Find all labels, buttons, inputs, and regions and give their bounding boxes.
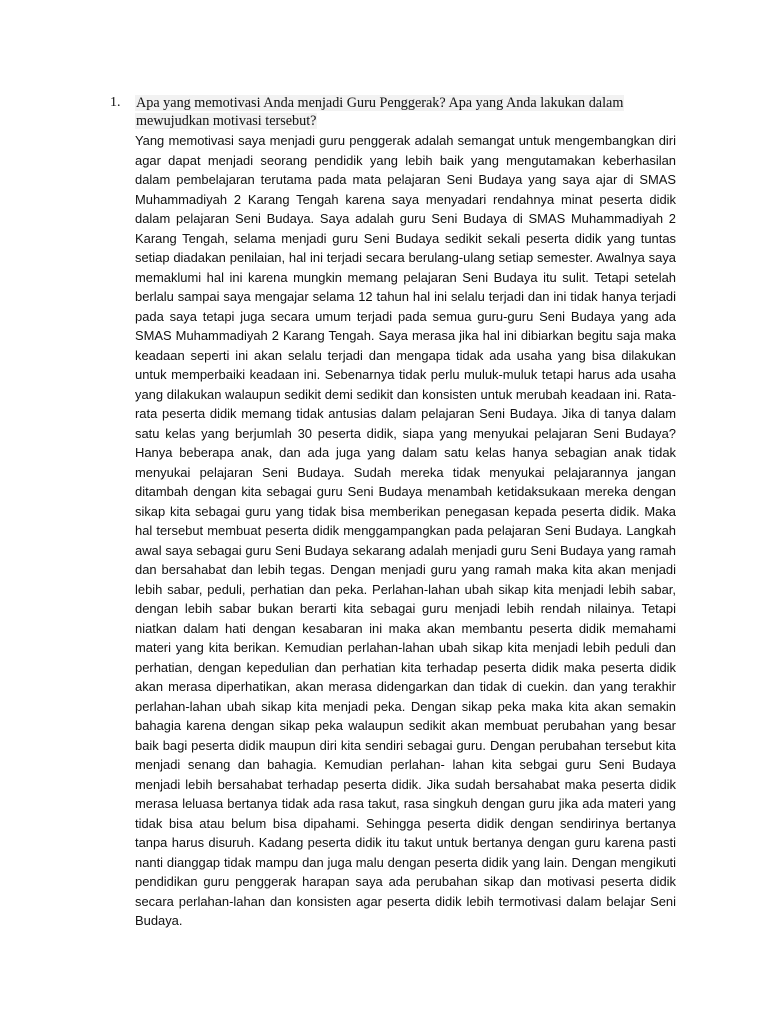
answer-paragraph: Yang memotivasi saya menjadi guru penggerak adalah semangat untuk mengembangkan diri agar dapat menjadi seorang pendidik yang lebih baik yang mengutamakan keberhasilan dalam pembelajaran terutama pada mata pelajaran Seni Budaya yang saya ajar di SMAS Muhammadiyah 2 Karang Tengah karena saya menyadari rendahnya minat peserta didik dalam pelajaran Seni Budaya. Saya adalah guru Seni Budaya di SMAS Muhammadiyah 2 Karang Tengah, selama menjadi guru Seni Budaya sedikit sekali peserta didik yang tuntas setiap diadakan penilaian, hal ini terjadi secara berulang-ulang setiap semester. Awalnya saya memaklumi hal ini karena mungkin memang pelajaran Seni Budaya itu sulit. Tetapi setelah berlalu sampai saya mengajar selama 12 tahun hal ini selalu terjadi dan ini tidak hanya terjadi pada saya tetapi juga secara umum terjadi pada semua guru-guru Seni Budaya yang ada SMAS Muhammadiyah 2 Karang Tengah. Saya merasa jika hal ini dibiarkan begitu saja maka keadaan seperti ini akan selalu terjadi dan mengapa tidak ada usaha yang bisa dilakukan untuk memperbaiki keadaan ini. Sebenarnya tidak perlu muluk-muluk tetapi harus ada usaha yang dilakukan walaupun sedikit demi sedikit dan konsisten untuk merubah keadaan ini. Rata-rata peserta didik memang tidak antusias dalam pelajaran Seni Budaya. Jika di tanya dalam satu kelas yang berjumlah 30 peserta didik, siapa yang menyukai pelajaran Seni Budaya? Hanya beberapa anak, dan ada juga yang dalam satu kelas hanya sebagian anak tidak menyukai pelajaran Seni Budaya. Sudah mereka tidak menyukai pelajarannya jangan ditambah dengan kita sebagai guru Seni Budaya menambah ketidaksukaan mereka dengan sikap kita sebagai guru yang tidak bisa memberikan penegasan kepada peserta didik. Maka hal tersebut membuat peserta didik menggampangkan pada pelajaran Seni Budaya. Langkah awal saya sebagai guru Seni Budaya sekarang adalah menjadi guru Seni Budaya yang ramah dan bersahabat dan lebih tegas. Dengan menjadi guru yang ramah maka kita akan menjadi lebih sabar, peduli, perhatian dan peka. Perlahan-lahan ubah sikap kita menjadi lebih sabar, dengan lebih sabar bukan berarti kita sebagai guru menjadi lebih rendah nilainya. Tetapi niatkan dalam hati dengan kesabaran ini maka akan membantu peserta didik memahami materi yang kita berikan. Kemudian perlahan-lahan ubah sikap kita menjadi lebih peduli dan perhatian, dengan kepedulian dan perhatian kita terhadap peserta didik maka peserta didik akan merasa diperhatikan, akan merasa didengarkan dan tidak di cuekin. dan yang terakhir perlahan-lahan ubah sikap kita menjadi peka. Dengan sikap peka maka kita akan semakin bahagia karena dengan sikap peka walaupun sedikit akan membuat perubahan yang besar baik bagi peserta didik maupun diri kita sendiri sebagai guru. Dengan perubahan tersebut kita menjadi senang dan bahagia. Kemudian perlahan- lahan kita sebgai guru Seni Budaya menjadi lebih bersahabat terhadap peserta didik. Jika sudah bersahabat maka peserta didik merasa leluasa bertanya tidak ada rasa takut, rasa singkuh dengan guru jika ada materi yang tidak bisa atau belum bisa dipahami. Sehingga peserta didik dengan sendirinya bertanya tanpa harus disuruh. Kadang peserta didik itu takut untuk bertanya dengan guru karena pasti nanti dianggap tidak mampu dan juga malu dengan peserta didik yang lain. Dengan mengikuti pendidikan guru penggerak harapan saya ada perubahan sikap dan motivasi peserta didik secara perlahan-lahan dan konsisten agar peserta didik lebih termotivasi dalam belajar Seni Budaya. bbox=[135, 133, 676, 928]
question-line-2: mewujudkan motivasi tersebut? bbox=[136, 113, 317, 129]
question-text bbox=[135, 94, 635, 130]
item-number: 1. bbox=[110, 95, 121, 110]
question-line-1: Apa yang memotivasi Anda menjadi Guru Penggerak? Apa yang Anda lakukan dalam bbox=[136, 95, 624, 111]
